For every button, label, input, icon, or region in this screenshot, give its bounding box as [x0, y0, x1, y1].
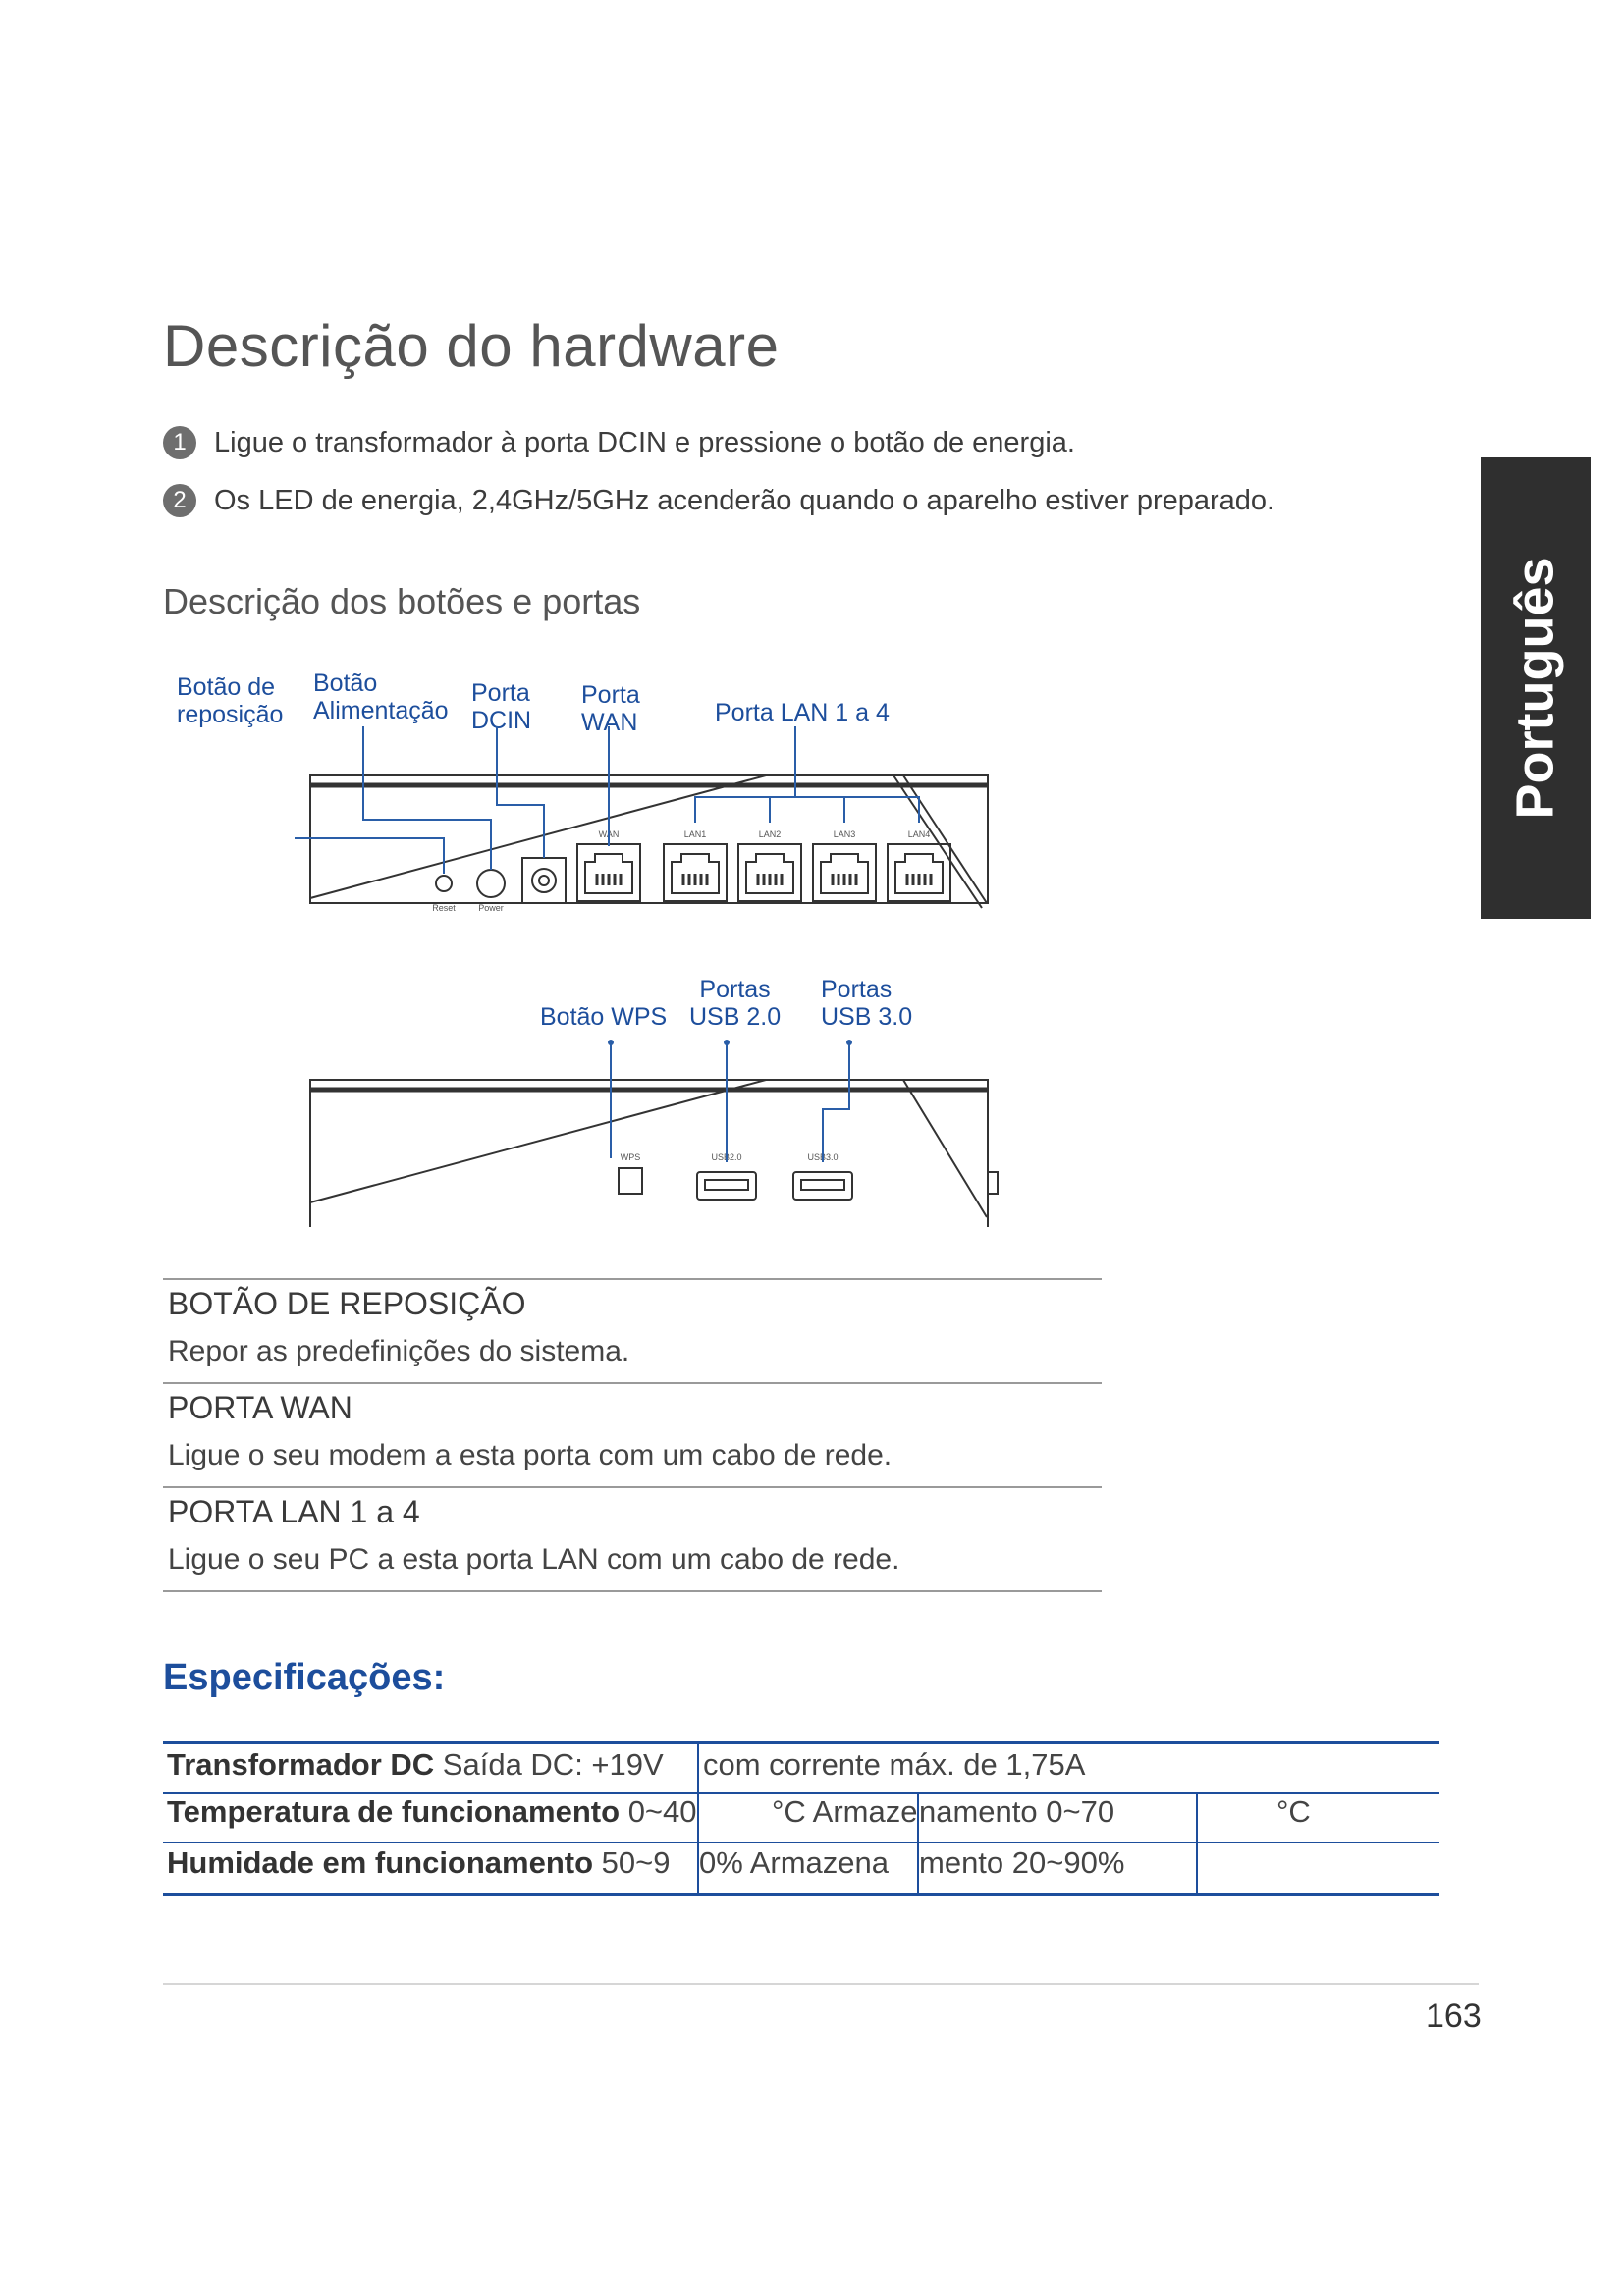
- spec-row-adapter: Transformador DC Saída DC: +19V: [167, 1747, 664, 1782]
- description-text: Repor as predefinições do sistema.: [168, 1335, 630, 1367]
- spec-cell: namento 0~70: [919, 1794, 1115, 1829]
- usb3-mark: USB3.0: [807, 1152, 839, 1162]
- power-mark: Power: [478, 903, 504, 913]
- dcin-label: Porta DCIN: [471, 679, 532, 734]
- language-tab: [1481, 457, 1591, 919]
- router-body-outline: [310, 1080, 988, 1227]
- page-title: Descrição do hardware: [163, 313, 780, 379]
- description-title: BOTÃO DE REPOSIÇÃO: [168, 1286, 526, 1321]
- spec-cell: °C Armaze: [772, 1794, 918, 1829]
- router-back-diagram: [295, 726, 1021, 933]
- router-front-diagram: [295, 1031, 1021, 1227]
- lan3-port-icon: [813, 844, 876, 901]
- section-subtitle: Descrição dos botões e portas: [163, 581, 641, 621]
- spec-row-temperature: Temperatura de funcionamento 0~40: [167, 1794, 697, 1829]
- lan2-port-icon: [738, 844, 801, 901]
- description-text: Ligue o seu modem a esta porta com um cabo de rede.: [168, 1439, 893, 1471]
- spec-cell: mento 20~90%: [919, 1845, 1125, 1880]
- power-label: Botão Alimentação: [313, 669, 449, 724]
- spec-cell: 0% Armazena: [699, 1845, 889, 1880]
- port-description-table: [163, 1278, 1102, 1592]
- footer-rule: [163, 1983, 1479, 1985]
- lan-label: Porta LAN 1 a 4: [715, 699, 890, 726]
- spec-row-humidity: Humidade em funcionamento 50~9: [167, 1845, 671, 1880]
- description-title: PORTA WAN: [168, 1390, 352, 1425]
- wps-label: Botão WPS: [540, 1003, 668, 1031]
- wan-port-icon: [577, 844, 640, 901]
- language-tab-label: Português: [1506, 557, 1565, 820]
- description-title: PORTA LAN 1 a 4: [168, 1494, 420, 1529]
- wps-mark: WPS: [620, 1152, 641, 1162]
- reset-mark: Reset: [432, 903, 456, 913]
- step-text: Ligue o transformador à porta DCIN e pressione o botão de energia.: [214, 426, 1075, 458]
- spec-bottom-rule: [163, 1893, 1439, 1896]
- step-1: [163, 426, 1075, 459]
- wan-label: Porta WAN: [581, 681, 640, 736]
- lan4-mark: LAN4: [907, 829, 931, 839]
- lan4-port-icon: [888, 844, 950, 901]
- step-number-badge: 2: [163, 484, 196, 517]
- step-2: [163, 484, 1274, 517]
- step-text: Os LED de energia, 2,4GHz/5GHz acenderão quando o aparelho estiver preparado.: [214, 484, 1275, 516]
- specifications-title: Especificações:: [163, 1657, 446, 1698]
- spec-column-rule: [1196, 1792, 1198, 1895]
- dcin-port-icon: [522, 858, 566, 903]
- description-text: Ligue o seu PC a esta porta LAN com um cabo de rede.: [168, 1543, 900, 1575]
- usb2-label: Portas USB 2.0: [689, 976, 782, 1031]
- lan3-mark: LAN3: [833, 829, 856, 839]
- spec-top-rule: [163, 1741, 1439, 1744]
- usb2-mark: USB2.0: [711, 1152, 742, 1162]
- lan2-mark: LAN2: [758, 829, 782, 839]
- lan1-mark: LAN1: [683, 829, 707, 839]
- page-number: 163: [1426, 1998, 1482, 2035]
- power-button-icon: [477, 870, 505, 897]
- wps-button-icon: [619, 1168, 642, 1194]
- spec-row-adapter-current: com corrente máx. de 1,75A: [703, 1747, 1086, 1782]
- spec-row-rule: [163, 1842, 1439, 1843]
- reset-button-icon: [436, 876, 452, 891]
- wan-mark: WAN: [598, 829, 620, 839]
- lan1-port-icon: [664, 844, 727, 901]
- reset-label: Botão de reposição: [177, 673, 284, 728]
- usb3-label: Portas USB 3.0: [821, 976, 913, 1031]
- spec-cell: °C: [1276, 1794, 1311, 1829]
- step-number-badge: 1: [163, 426, 196, 459]
